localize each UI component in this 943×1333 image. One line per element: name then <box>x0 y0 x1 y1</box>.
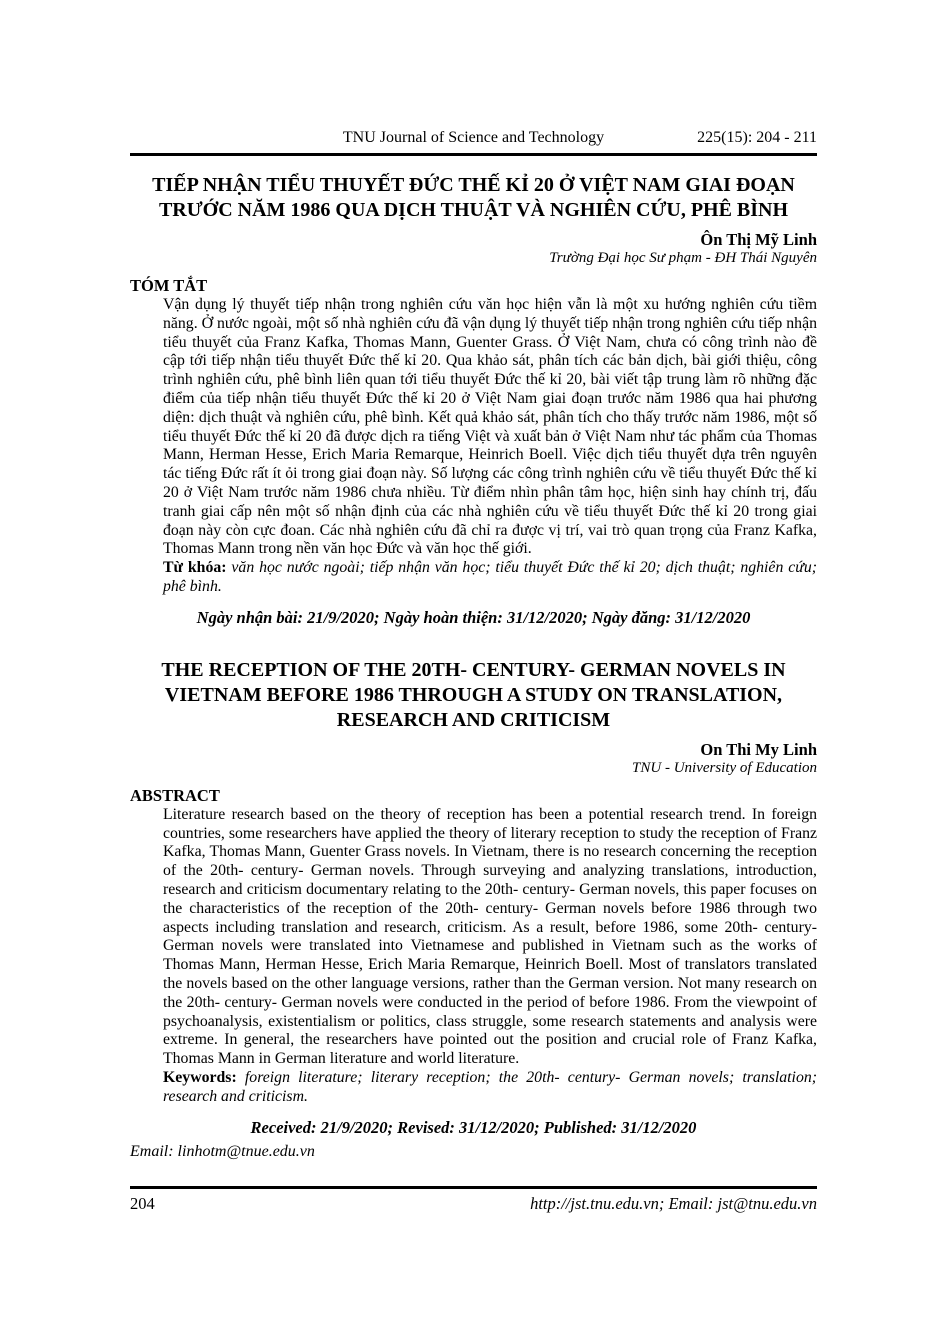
en-keywords-text: foreign literature; literary reception; the 20th- century- German novels; translation; research and criticism. <box>163 1068 817 1105</box>
en-title-line-3: RESEARCH AND CRITICISM <box>336 708 611 731</box>
corresponding-email: Email: linhotm@tnue.edu.vn <box>130 1143 315 1160</box>
journal-site: http://jst.tnu.edu.vn; Email: jst@tnu.edu.vn <box>530 1194 817 1213</box>
journal-issue: 225(15): 204 - 211 <box>697 129 817 146</box>
vi-keywords-text: văn học nước ngoài; tiếp nhận văn học; tiểu thuyết Đức thế kỉ 20; dịch thuật; nghiên cứu; phê bình. <box>163 559 818 595</box>
page-footer <box>130 1194 817 1214</box>
vi-title-line-1: TIẾP NHẬN TIỂU THUYẾT ĐỨC THẾ KỈ 20 Ở VIỆT NAM GIAI ĐOẠN <box>152 174 795 196</box>
footer-rule <box>130 1186 817 1189</box>
vi-keywords-line <box>163 559 817 597</box>
en-author-block <box>130 740 817 777</box>
journal-header <box>130 0 817 148</box>
page-number: 204 <box>130 1194 155 1213</box>
vi-title-line-2: TRƯỚC NĂM 1986 QUA DỊCH THUẬT VÀ NGHIÊN CỨU, PHÊ BÌNH <box>158 199 789 221</box>
vi-dates-line: Ngày nhận bài: 21/9/2020; Ngày hoàn thiện: 31/12/2020; Ngày đăng: 31/12/2020 <box>196 607 751 627</box>
vi-author-block <box>130 230 817 267</box>
en-affiliation: TNU - University of Education <box>632 759 817 776</box>
vi-abstract-text: Vận dụng lý thuyết tiếp nhận trong nghiên cứu văn học hiện vẫn là một xu hướng nghiên cứu tiềm năng. Ở nước ngoài, một số nhà nghiên cứu đã vận dụng lý thuyết tiếp nhận trong nghiên cứu tiếp nhận tiểu thuyết của Franz Kafka, Thomas Mann, Guenter Grass. Ở Việt Nam, chưa có công trình nào đề cập tới tiếp nhận tiểu thuyết Đức thế kỉ 20. Qua khảo sát, phân tích các bản dịch, bài giới thiệu, công trình nghiên cứu, phê bình liên quan tới tiểu thuyết Đức thế kỉ 20, bài viết tập trung làm rõ những đặc điểm của tiếp nhận tiểu thuyết Đức thế kỉ 20 ở Việt Nam giai đoạn trước năm 1986 qua hai phương diện: dịch thuật và nghiên cứu, phê bình. Kết quả khảo sát, phân tích cho thấy trước năm 1986, một số tiểu thuyết Đức thế kỉ 20 đã được dịch ra tiếng Việt và xuất bản ở Việt Nam như tác phẩm của Thomas Mann, Herman Hesse, Erich Maria Remarque, Heinrich Boell. Việc dịch tiểu thuyết dựa trên nguyên tác tiếng Đức rất ít ỏi trong giai đoạn này. Số lượng các công trình nghiên cứu về tiểu thuyết Đức thế kỉ 20 ở Việt Nam trước năm 1986 chưa nhiều. Từ điểm nhìn phân tâm học, hiện sinh hay chính trị, đấu tranh giai cấp nên một số nhận định của các nhà nghiên cứu về tiểu thuyết Đức thế kỉ 20 trong giai đoạn này còn cực đoan. Các nhà nghiên cứu đã chỉ ra được vị trí, vai trò quan trọng của Franz Kafka, Thomas Mann trong nền văn học Đức và văn học thế giới. <box>163 296 817 558</box>
vietnamese-title <box>130 173 817 223</box>
paper-content <box>130 0 817 1107</box>
vi-abstract-block <box>163 296 817 597</box>
vi-keywords-label: Từ khóa: <box>163 559 227 577</box>
en-keywords-label: Keywords: <box>163 1068 237 1086</box>
vi-abstract-heading: TÓM TẮT <box>130 276 208 295</box>
en-keywords-line <box>163 1069 817 1107</box>
en-abstract-heading: ABSTRACT <box>130 785 220 805</box>
en-title-line-1: THE RECEPTION OF THE 20TH- CENTURY- GERMAN NOVELS IN <box>161 658 786 681</box>
en-author: On Thi My Linh <box>700 739 817 759</box>
header-rule <box>130 153 817 156</box>
vi-author: Ôn Thị Mỹ Linh <box>700 230 817 249</box>
english-title <box>130 658 817 733</box>
en-dates-line: Received: 21/9/2020; Revised: 31/12/2020; Published: 31/12/2020 <box>250 1118 697 1137</box>
en-abstract-block <box>163 806 817 1107</box>
en-abstract-text: Literature research based on the theory of reception has been a potential research trend. In foreign countries, some researchers have applied the theory of literary reception to study the reception of Franz Kafka, Thomas Mann, Guenter Grass novels. In Vietnam, there is no research concerning the reception of the 20th- century- German novels. Through surveying and analyzing translations, introduction, research and criticism documentary relating to the 20th- century- German novels, this paper focuses on the characteristics of the reception of the 20th- century- German novels before 1986 through two aspects including translation and research, criticism. As a result, before 1986, some 20th- century- German novels were translated into Vietnamese and published in Vietnam such as the works of Thomas Mann, Herman Hesse, Erich Maria Remarque, Heinrich Boell. Most of translators translated the novels based on the other language versions, rather than the German version. Not many research on the 20th- century- German novels were conducted in the period of before 1986. From the viewpoint of psychoanalysis, existentialism or politics, class struggle, some research statements and analysis were extreme. In general, the researchers have pointed out the position and crucial role of Franz Kafka, Thomas Mann in German literature and world literature. <box>163 805 817 1068</box>
vi-affiliation: Trường Đại học Sư phạm - ĐH Thái Nguyên <box>549 250 817 266</box>
en-title-line-2: VIETNAM BEFORE 1986 THROUGH A STUDY ON TRANSLATION, <box>164 683 783 706</box>
journal-name: TNU Journal of Science and Technology <box>342 129 605 146</box>
